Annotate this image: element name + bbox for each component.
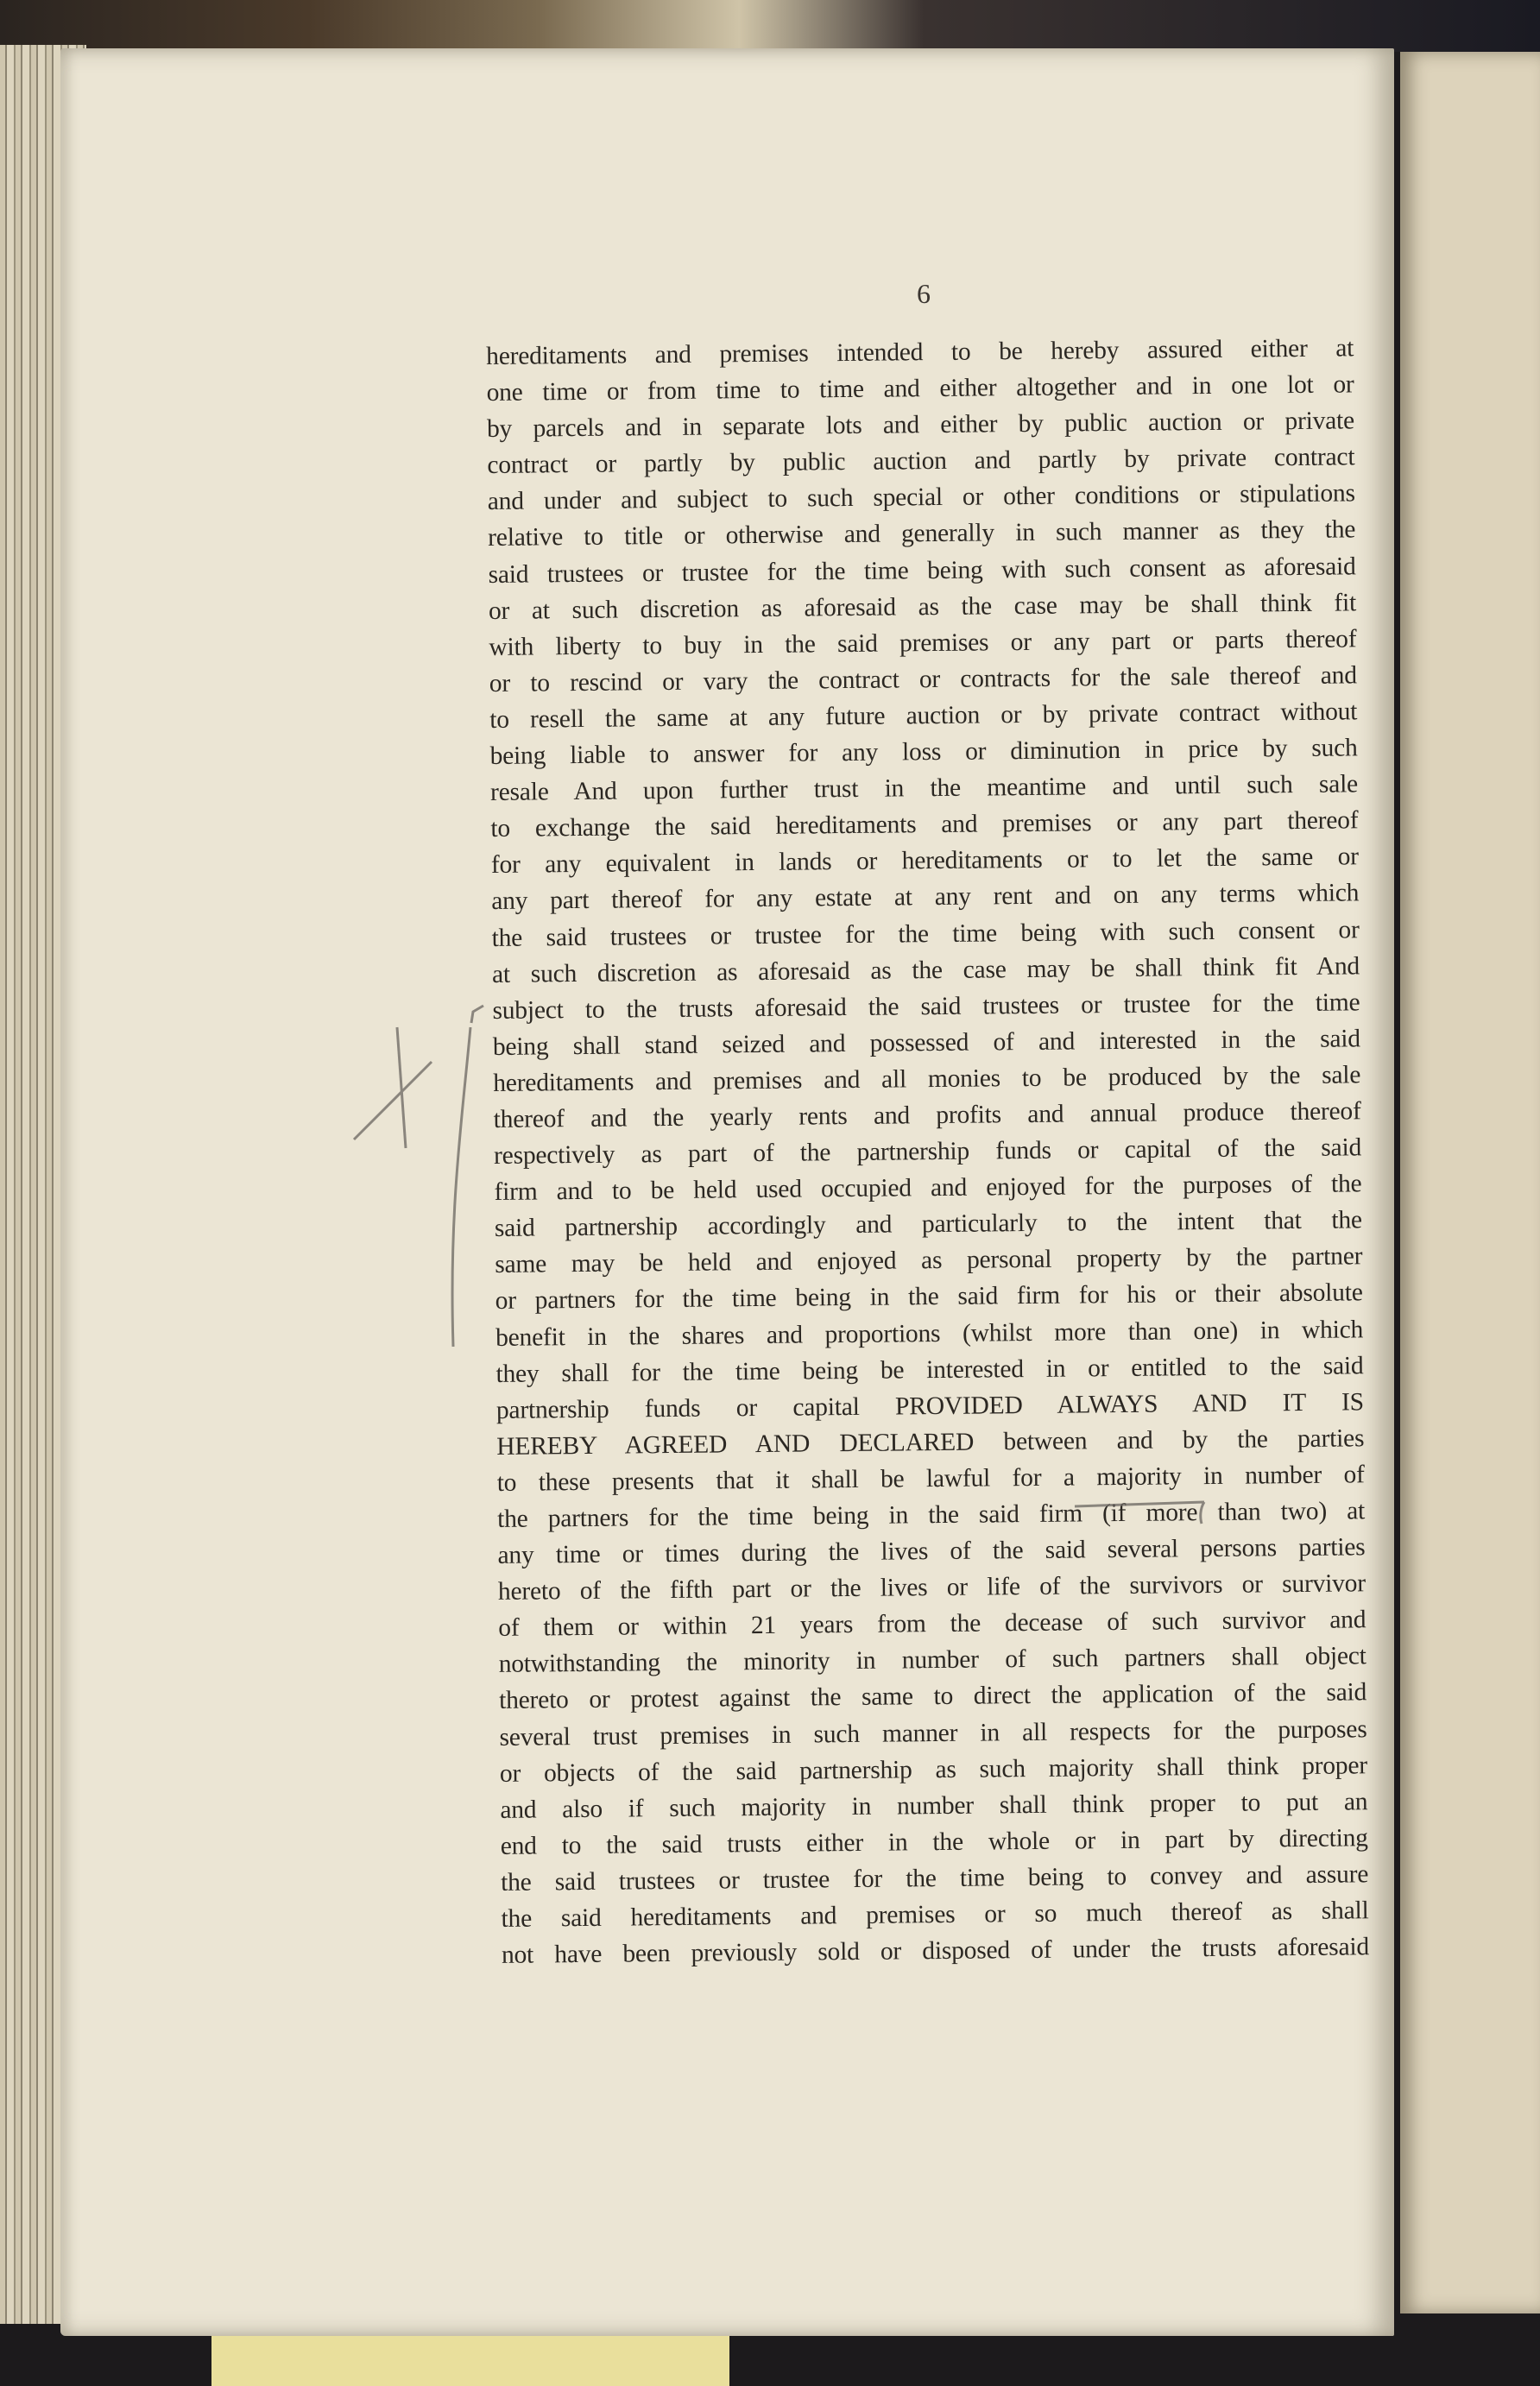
text-line: hereditaments and premises and all monies to be produced by the sale bbox=[493, 1061, 1361, 1097]
text-line: or partners for the time being in the said firm for his or their absolute bbox=[495, 1278, 1363, 1316]
text-line: the partners for the time being in the said firm (if more than two) at bbox=[496, 1497, 1366, 1533]
text-line: being shall stand seized and possessed of and interested in the said bbox=[492, 1025, 1360, 1061]
text-line: and under and subject to such special or other conditions or stipulations bbox=[487, 479, 1355, 516]
text-line: said partnership accordingly and particularly to the intent that the bbox=[494, 1206, 1363, 1243]
text-line: hereto of the fifth part or the lives or life of the survivors or survivor bbox=[497, 1569, 1366, 1606]
text-line: to exchange the said hereditaments and premises or any part thereof bbox=[490, 806, 1359, 843]
text-line: resale And upon further trust in the meantime and until such sale bbox=[489, 770, 1359, 807]
text-line: same may be held and enjoyed as personal property by the partner bbox=[495, 1242, 1363, 1279]
pencil-underline bbox=[1075, 1502, 1204, 1506]
text-line: of them or within 21 years from the decease of such survivor and bbox=[498, 1606, 1366, 1643]
text-line: with liberty to buy in the said premises or any part or parts thereof bbox=[489, 625, 1357, 661]
text-line: the said trustees or trustee for the time being to convey and assure bbox=[501, 1860, 1369, 1897]
text-line: firm and to be held used occupied and enjoyed for the purposes of the bbox=[494, 1170, 1362, 1207]
text-line: several trust premises in such manner in all respects for the purposes bbox=[499, 1714, 1367, 1752]
text-line: or at such discretion as aforesaid as the case may be shall think fit bbox=[488, 588, 1357, 625]
pencil-margin-line bbox=[452, 1027, 470, 1347]
text-line: any time or times during the lives of the said several persons parties bbox=[497, 1533, 1366, 1570]
text-line: to these presents that it shall be lawful for a majority in number of bbox=[496, 1461, 1365, 1497]
page-number: 6 bbox=[917, 278, 931, 309]
text-line: said trustees or trustee for the time being with such consent as aforesaid bbox=[488, 552, 1356, 589]
text-line: end to the said trusts either in the whole or in part by directing bbox=[500, 1824, 1368, 1860]
text-line: and also if such majority in number shall think proper to put an bbox=[500, 1788, 1368, 1824]
text-line: subject to the trusts aforesaid the said trustees or trustee for the time bbox=[492, 988, 1360, 1025]
text-line: HEREBY AGREED AND DECLARED between and by the parties bbox=[496, 1424, 1365, 1461]
text-line: at such discretion as aforesaid as the case may be shall think fit And bbox=[491, 951, 1360, 988]
text-line: thereto or protest against the same to direct the application of the said bbox=[498, 1678, 1367, 1715]
text-line: benefit in the shares and proportions (whilst more than one) in which bbox=[495, 1315, 1364, 1352]
text-line: respectively as part of the partnership funds or capital of the said bbox=[493, 1133, 1362, 1171]
text-line: contract or partly by public auction and partly by private contract bbox=[487, 443, 1355, 480]
text-line: or objects of the said partnership as such majority shall think proper bbox=[499, 1751, 1368, 1788]
text-line: to resell the same at any future auction or by private contract without bbox=[489, 697, 1358, 734]
text-line: any part thereof for any estate at any rent and on any terms which bbox=[491, 879, 1360, 916]
text-line: hereditaments and premises intended to be hereby assured either at bbox=[486, 334, 1354, 370]
text-line: they shall for the time being be interested in or entitled to the said bbox=[495, 1351, 1364, 1388]
text-line: one time or from time to time and either altogether and in one lot or bbox=[486, 370, 1354, 407]
text-line: by parcels and in separate lots and either by public auction or private bbox=[486, 407, 1355, 444]
text-line: notwithstanding the minority in number of such partners shall object bbox=[498, 1642, 1366, 1679]
text-line: relative to title or otherwise and generally in such manner as they the bbox=[488, 515, 1356, 552]
text-line: not have been previously sold or disposed of under the trusts aforesaid bbox=[501, 1933, 1370, 1970]
text-line: thereof and the yearly rents and profits and annual produce thereof bbox=[493, 1097, 1361, 1133]
text-line: the said trustees or trustee for the time being with such consent or bbox=[491, 915, 1360, 952]
text-line: or to rescind or vary the contract or contracts for the sale thereof and bbox=[489, 661, 1357, 697]
text-line: partnership funds or capital PROVIDED ALWAYS AND IT IS bbox=[495, 1388, 1365, 1424]
text-line: for any equivalent in lands or hereditaments or to let the same or bbox=[490, 843, 1359, 880]
text-line: the said hereditaments and premises or so much thereof as shall bbox=[501, 1897, 1369, 1933]
text-line: being liable to answer for any loss or diminution in price by such bbox=[489, 734, 1358, 771]
